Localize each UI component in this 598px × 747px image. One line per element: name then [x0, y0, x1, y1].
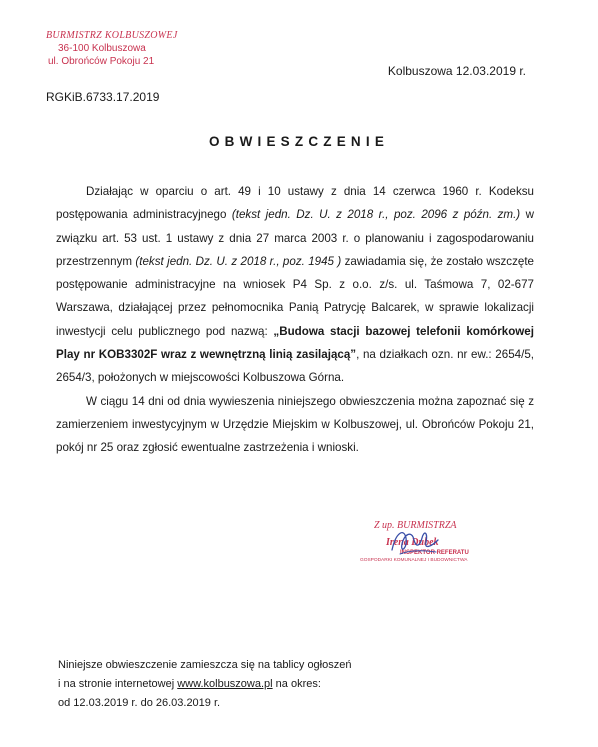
announcement-body [56, 180, 534, 460]
footer-line-2-post: na okres: [272, 678, 321, 690]
investment-name: „Budowa stacji bazowej telefonii komórkowej Play nr KOB3302F wraz z wewnętrzną linią zasilającą” [56, 324, 534, 362]
p1-italic-ref-1: (tekst jedn. Dz. U. z 2018 r., poz. 2096 z późn. zm.) [231, 208, 521, 222]
case-number: RGKiB.6733.17.2019 [46, 90, 160, 104]
p1-text-2: w związku art. 53 ust. 1 ustawy z dnia 27 marca 2003 r. o planowaniu i zagospodarowaniu przestrzennym [56, 208, 534, 268]
stamp-line-1: BURMISTRZ KOLBUSZOWEJ [46, 30, 178, 41]
p1-text-4: , na działkach ozn. nr ew.: 2654/5, 2654/3, położonych w miejscowości Kolbuszowa Górna. [56, 348, 534, 385]
p1-italic-ref-2: (tekst jedn. Dz. U. z 2018 r., poz. 1945 ) [135, 254, 342, 268]
website-link[interactable]: www.kolbuszowa.pl [177, 678, 273, 690]
p1-text-3: zawiadamia się, że zostało wszczęte postępowanie administracyjne na wniosek P4 Sp. z o.o. z/s. ul. Taśmowa 7, 02-677 Warszawa, działającej przez pełnomocnika Panią Patrycję Balcarek, w sprawie lokalizacji inwestycji celu publicznego pod nazwą: [56, 254, 534, 338]
place-date: Kolbuszowa 12.03.2019 r. [387, 64, 526, 78]
paragraph-1 [56, 180, 534, 390]
office-stamp [46, 30, 186, 67]
footer-line-1: Niniejsze obwieszczenie zamieszcza się na tablicy ogłoszeń [58, 659, 352, 671]
signature-name: Irena Dubek [386, 537, 439, 548]
signature-role: Z up. BURMISTRZA [374, 520, 457, 531]
stamp-line-2: 36-100 Kolbuszowa [58, 43, 146, 54]
paragraph-2: W ciągu 14 dni od dnia wywieszenia niniejszego obwieszczenia można zapoznać się z zamierzeniem inwestycyjnym w Urzędzie Miejskim w Kolbuszowej, ul. Obrońców Pokoju 21, pokój nr 25 oraz zgłosić ewentualne zastrzeżenia i wnioski. [56, 394, 534, 455]
posting-note [58, 656, 351, 713]
footer-line-2 [58, 675, 351, 694]
signature-department: GOSPODARKI KOMUNALNEJ I BUDOWNICTWA [360, 558, 468, 563]
signature-title: INSPEKTOR REFERATU [400, 550, 469, 556]
footer-line-3: od 12.03.2019 r. do 26.03.2019 r. [58, 697, 221, 709]
footer-line-2-pre: i na stronie internetowej [58, 678, 178, 690]
stamp-line-3: ul. Obrońców Pokoju 21 [48, 56, 155, 67]
handwritten-signature-icon [386, 520, 446, 560]
document-title: OBWIESZCZENIE [208, 134, 390, 149]
p1-text: Działając w oparciu o art. 49 i 10 ustawy z dnia 14 czerwca 1960 r. Kodeksu postępowania administracyjnego [56, 185, 534, 222]
signature-stamp [360, 520, 520, 580]
